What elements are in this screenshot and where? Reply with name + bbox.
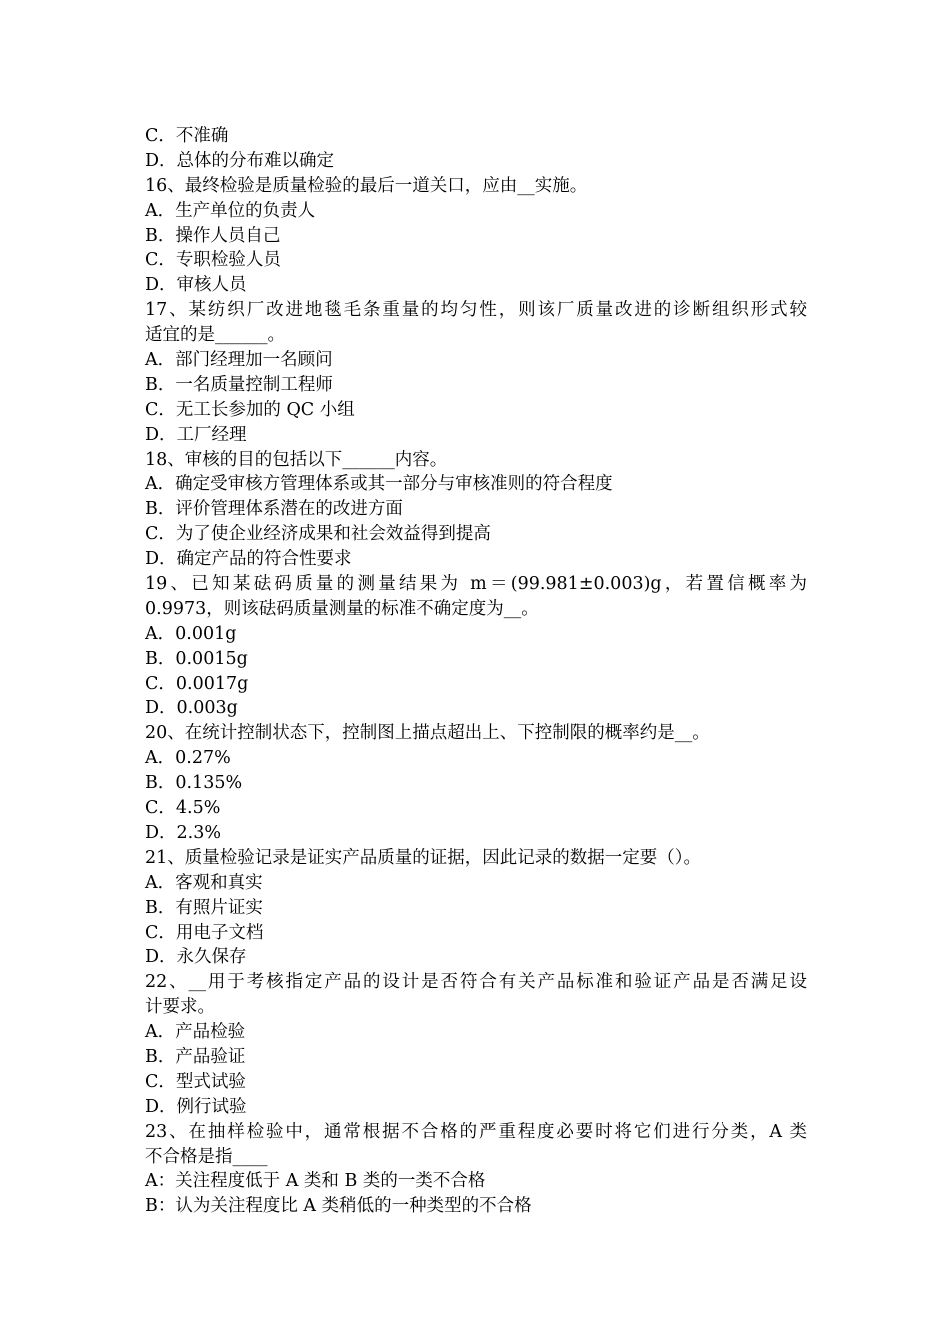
option-line: C．为了使企业经济成果和社会效益得到提高	[145, 524, 491, 545]
document-body	[145, 124, 807, 1219]
option-line: C．用电子文档	[145, 922, 264, 943]
option-line: B．有照片证实	[145, 897, 263, 918]
option-line: A．客观和真实	[145, 872, 263, 893]
question-17: 17、某纺织厂改进地毯毛条重量的均匀性，则该厂质量改进的诊断组织形式较	[145, 300, 807, 321]
option-line: B．产品验证	[145, 1046, 246, 1067]
option-line: B．0.135%	[145, 773, 243, 794]
option-line: A．生产单位的负责人	[145, 200, 316, 221]
question-19: 19、已知某砝码质量的测量结果为 m＝(99.981±0.003)g，若置信概率为	[145, 574, 807, 595]
option-line: D．2.3%	[145, 822, 221, 843]
option-line: D．例行试验	[145, 1096, 247, 1117]
option-line: A．产品检验	[145, 1022, 246, 1043]
option-line: C．无工长参加的 QC 小组	[145, 399, 355, 420]
option-line: C．不准确	[145, 126, 229, 146]
option-line: D．工厂经理	[145, 424, 247, 445]
option-line: C．0.0017g	[145, 673, 249, 694]
question-18: 18、审核的目的包括以下______内容。	[145, 449, 448, 470]
question-17-cont: 适宜的是______。	[145, 325, 285, 346]
question-23: 23、在抽样检验中，通常根据不合格的严重程度必要时将它们进行分类，A 类	[145, 1121, 807, 1142]
question-16: 16、最终检验是质量检验的最后一道关口，应由__实施。	[145, 175, 588, 196]
option-line: B．一名质量控制工程师	[145, 374, 333, 395]
option-line: A．部门经理加一名顾问	[145, 350, 333, 371]
option-line: B：认为关注程度比 A 类稍低的一种类型的不合格	[145, 1196, 532, 1217]
question-23-cont: 不合格是指____	[145, 1146, 268, 1167]
option-line: D．确定产品的符合性要求	[145, 549, 352, 570]
question-20: 20、在统计控制状态下，控制图上描点超出上、下控制限的概率约是__。	[145, 723, 710, 744]
option-line: A．确定受审核方管理体系或其一部分与审核准则的符合程度	[145, 474, 613, 495]
option-line: B．操作人员自己	[145, 225, 281, 246]
question-19-cont: 0.9973，则该砝码质量测量的标准不确定度为__。	[145, 598, 539, 619]
option-line: B．评价管理体系潜在的改进方面	[145, 499, 403, 520]
option-line: A．0.001g	[145, 623, 237, 644]
option-line: D．永久保存	[145, 947, 247, 968]
option-line: B．0.0015g	[145, 648, 248, 669]
option-line: C．专职检验人员	[145, 250, 281, 271]
option-line: C．型式试验	[145, 1071, 246, 1092]
option-line: D．0.003g	[145, 698, 238, 719]
option-line: D．总体的分布难以确定	[145, 150, 335, 171]
question-22-cont: 计要求。	[145, 997, 215, 1018]
option-line: C．4.5%	[145, 798, 221, 819]
question-21: 21、质量检验记录是证实产品质量的证据，因此记录的数据一定要（）。	[145, 847, 702, 868]
question-22: 22、__用于考核指定产品的设计是否符合有关产品标准和验证产品是否满足设	[145, 972, 807, 993]
option-line: A．0.27%	[145, 748, 231, 769]
option-line: A：关注程度低于 A 类和 B 类的一类不合格	[145, 1171, 486, 1192]
option-line: D．审核人员	[145, 275, 247, 296]
